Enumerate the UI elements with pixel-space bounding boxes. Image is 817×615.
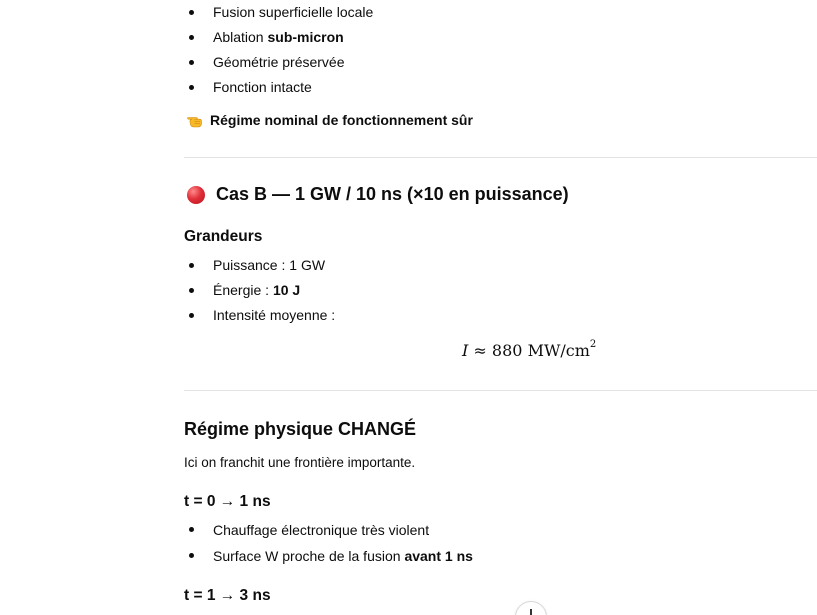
case-b-title: Cas B — 1 GW / 10 ns (×10 en puissance) bbox=[216, 184, 569, 204]
list-item: Fonction intacte bbox=[184, 75, 373, 100]
list-item: Énergie : 10 J bbox=[184, 278, 335, 303]
list-item: Surface W proche de la fusion avant 1 ns bbox=[184, 543, 473, 569]
list-item: Ablation sub-micron bbox=[184, 25, 373, 50]
red-circle-icon bbox=[187, 186, 205, 204]
scroll-to-bottom-button[interactable] bbox=[515, 601, 547, 615]
pointing-hand-icon bbox=[186, 111, 204, 129]
quantities-heading: Grandeurs bbox=[184, 228, 263, 245]
verdict-text: Régime nominal de fonctionnement sûr bbox=[210, 112, 473, 128]
divider bbox=[184, 390, 817, 391]
verdict-line bbox=[186, 108, 473, 132]
divider bbox=[184, 157, 817, 158]
list-item: Chauffage électronique très violent bbox=[184, 517, 473, 543]
intensity-equation: I ≈ 880 $MW/cm^2$ bbox=[462, 339, 597, 360]
regime-intro: Ici on franchit une frontière importante. bbox=[184, 455, 416, 470]
list-item: Intensité moyenne : bbox=[184, 303, 335, 328]
list-item: Géométrie préservée bbox=[184, 50, 373, 75]
list-item: Puissance : 1 GW bbox=[184, 253, 335, 278]
case-b-heading bbox=[184, 184, 569, 205]
phase-list bbox=[184, 517, 473, 569]
phase-heading: t = 1 → 3 ns bbox=[184, 587, 271, 604]
arrow-down-icon bbox=[530, 609, 532, 615]
quantities-list bbox=[184, 253, 335, 328]
phase-heading: t = 0 → 1 ns bbox=[184, 493, 271, 510]
regime-heading: Régime physique CHANGÉ bbox=[184, 419, 417, 439]
intro-list bbox=[184, 0, 373, 100]
list-item: Fusion superficielle locale bbox=[184, 0, 373, 25]
